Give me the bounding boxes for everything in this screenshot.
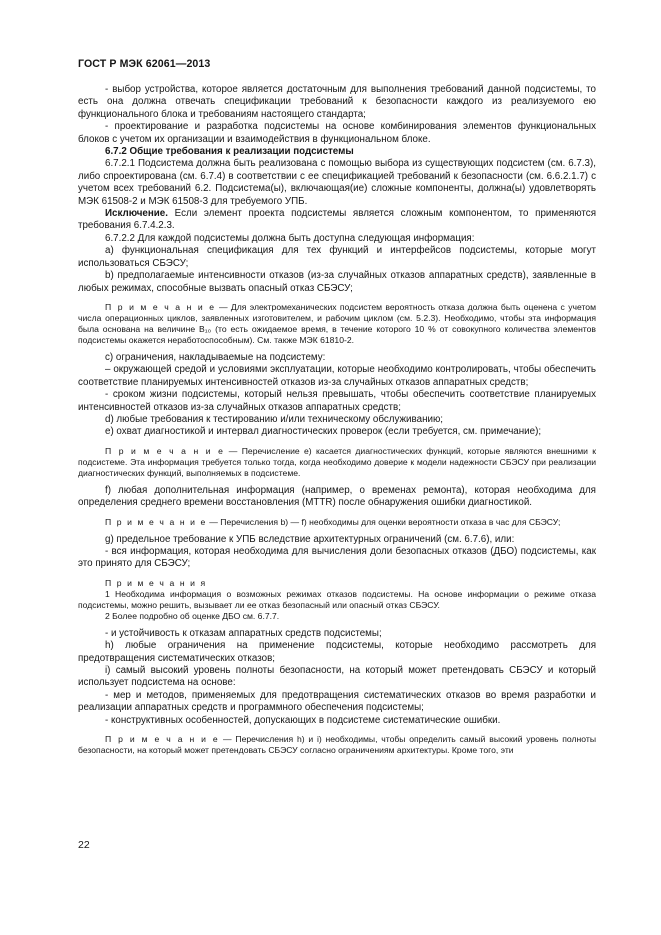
body-text <box>78 84 596 756</box>
paragraph <box>78 270 596 295</box>
paragraph <box>78 690 596 715</box>
paragraph-text: g) предельное требование к УПБ вследствие архитектурных ограничений (см. 6.7.6), или: <box>105 533 515 545</box>
paragraph-text: 6.7.2.2 Для каждой подсистемы должна быть доступна следующая информация: <box>105 232 475 244</box>
paragraph-text: h) любые ограничения на применение подсистемы, которые необходимо рассмотреть для предотвращения систематических отказов; <box>78 640 596 664</box>
paragraph <box>78 245 596 270</box>
paragraph-text: — Перечисления b) — f) необходимы для оценки вероятности отказа в час для СБЭСУ; <box>206 516 561 527</box>
paragraph-text: а) функциональная спецификация для тех функций и интерфейсов подсистемы, которые могут использоваться СБЭСУ; <box>78 245 596 269</box>
paragraph <box>78 546 596 571</box>
paragraph <box>78 534 596 546</box>
paragraph <box>78 485 596 510</box>
paragraph-text: - проектирование и разработка подсистемы на основе комбинирования элементов функциональных блоков с учетом их организации и взаимодействия в функциональном блоке. <box>78 121 596 145</box>
paragraph <box>78 640 596 665</box>
paragraph <box>78 628 596 640</box>
paragraph <box>78 426 596 438</box>
paragraph-text: — Перечисление e) касается диагностических функций, которые являются внешними к подсистеме. Эта информация требуется только тогда, когда необходимо доверие к модели надежности СБЭСУ при реализации диагностических функций, выполняемых в подсистеме. <box>78 445 597 478</box>
paragraph-text: - сроком жизни подсистемы, который нельзя превышать, чтобы обеспечить соответствие планируемых интенсивностей отказов из-за случайных отказов аппаратных средств; <box>78 389 596 413</box>
note-paragraph <box>78 517 596 528</box>
note-paragraph <box>78 446 596 479</box>
paragraph-lead: Исключение. <box>105 208 168 220</box>
paragraph-text: 2 Более подробно об оценке ДБО см. 6.7.7. <box>105 610 280 621</box>
paragraph <box>78 665 596 690</box>
paragraph-text: - конструктивных особенностей, допускающих в подсистеме систематические ошибки. <box>105 714 501 726</box>
paragraph-text: i) самый высокий уровень полноты безопасности, на который может претендовать СБЭСУ и который использует подсистема на основе: <box>78 665 596 689</box>
paragraph-text: — Перечисления h) и i) необходимы, чтобы определить самый высокий уровень полноты безопасности, на который может претендовать СБЭСУ согласно ограничениям архитектуры. Кроме того, эти <box>78 734 596 756</box>
paragraph-text: c) ограничения, накладываемые на подсистему: <box>105 351 326 363</box>
paragraph <box>78 84 596 121</box>
paragraph-text: – окружающей средой и условиями эксплуатации, которые необходимо контролировать, чтобы обеспечить соответствие планируемых интенсивностей отказов из-за случайных отказов аппаратных средств; <box>78 364 596 388</box>
paragraph <box>78 389 596 414</box>
note-paragraph <box>78 734 596 756</box>
paragraph <box>78 233 596 245</box>
paragraph-text: — Для электромеханических подсистем вероятность отказа должна быть оценена с учетом числа операционных циклов, заявленных изготовителем, и рабочим циклом (см. 5.2.3). Необходимо, чтобы эта информация была основана на величине B₁₀ (то есть ожидаемое время, в течение которого 10 % от совокупного количества элементов подсистемы окажется неработоспособным). См. также МЭК 61810-2. <box>78 301 596 345</box>
note-paragraph <box>78 589 596 611</box>
paragraph-lead: П р и м е ч а н и е <box>105 734 220 745</box>
paragraph-text: b) предполагаемые интенсивности отказов (из-за случайных отказов аппаратных средств), заявленные в любых режимах, способные вызвать опасный отказ СБЭСУ; <box>78 270 596 294</box>
paragraph-text: d) любые требования к тестированию и/или техническому обслуживанию; <box>105 413 444 425</box>
paragraph-lead: П р и м е ч а н и я <box>105 577 207 588</box>
paragraph-text: f) любая дополнительная информация (например, о временах ремонта), которая необходима для определения среднего времени восстановления (MTTR) после обнаружения ошибки диагностикой. <box>78 484 596 509</box>
note-paragraph <box>78 302 596 346</box>
paragraph-text: - вся информация, которая необходима для вычисления доли безопасных отказов (ДБО) подсистемы, как это принято для СБЭСУ; <box>78 545 596 570</box>
page-header: ГОСТ Р МЭК 62061—2013 <box>78 58 211 70</box>
paragraph-text: - мер и методов, применяемых для предотвращения систематических отказов во время разработки и реализации аппаратных средств и программного обеспечения подсистемы; <box>78 689 596 714</box>
paragraph <box>78 121 596 146</box>
paragraph-lead: П р и м е ч а н и е <box>105 301 216 312</box>
section-heading <box>78 146 596 158</box>
paragraph <box>78 715 596 727</box>
paragraph-text: - выбор устройства, которое является достаточным для выполнения требований данной подсистемы, то есть она должна отвечать спецификации требований к безопасности каждого из реализуемого ею функционального блока и требованиям настоящего стандарта; <box>78 84 596 120</box>
paragraph <box>78 208 596 233</box>
note-paragraph <box>78 578 596 589</box>
note-paragraph <box>78 611 596 622</box>
paragraph <box>78 364 596 389</box>
paragraph-text: e) охват диагностикой и интервал диагностических проверок (если требуется, см. примечание); <box>105 426 542 438</box>
paragraph-text: Если элемент проекта подсистемы является сложным компонентом, то применяются требования 6.7.4.2.3. <box>78 208 596 232</box>
paragraph-lead: П р и м е ч а н и е <box>105 516 207 527</box>
paragraph-lead: П р и м е ч а н и е <box>105 445 225 456</box>
paragraph <box>78 414 596 426</box>
paragraph-text: - и устойчивость к отказам аппаратных средств подсистемы; <box>105 627 382 639</box>
paragraph-text: 6.7.2.1 Подсистема должна быть реализована с помощью выбора из существующих подсистем (см. 6.7.3), либо спроектирована (см. 6.7.4) в соответствии с ее спецификацией требований к безопасности (см. 6.6.2.1.7) с учетом всех требований 6.2. Подсистема(ы), включающая(ие) сложные компоненты, должна(ы) удовлетворять МЭК 61508-2 и МЭК 61508-3 для требуемого УПБ. <box>78 158 596 207</box>
paragraph <box>78 158 596 208</box>
paragraph-text: 1 Необходима информация о возможных режимах отказов подсистемы. На основе информации о режиме отказа подсистемы, можно решить, вызывает ли ее отказ безопасный или опасный отказ СБЭСУ. <box>78 588 596 610</box>
paragraph <box>78 352 596 364</box>
paragraph-text: 6.7.2 Общие требования к реализации подсистемы <box>105 146 354 158</box>
page-number: 22 <box>78 839 90 851</box>
